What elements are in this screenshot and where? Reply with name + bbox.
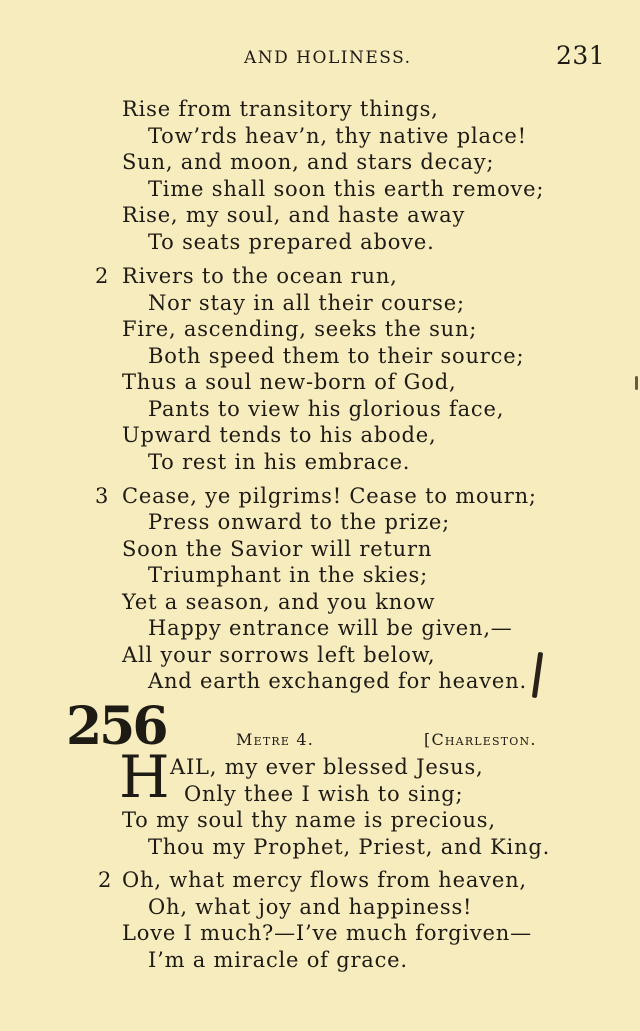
metre-label: Metre 4. [236, 730, 315, 749]
running-title: AND HOLINESS. [244, 48, 412, 68]
verse-line: Pants to view his glorious face, [148, 397, 505, 421]
verse-line: Rise, my soul, and haste away [122, 203, 466, 227]
verse-line: Thou my Prophet, Priest, and King. [148, 835, 551, 859]
verse-line: To seats prepared above. [148, 230, 435, 254]
verse-line: Sun, and moon, and stars decay; [122, 150, 495, 174]
verse-line: Yet a season, and you know [122, 590, 436, 614]
verse-line: Rivers to the ocean run, [122, 264, 398, 288]
verse-line: Fire, ascending, seeks the sun; [122, 317, 478, 341]
verse-line: Love I much?—I’ve much forgiven— [122, 921, 532, 945]
verse-line: Oh, what mercy flows from heaven, [122, 868, 527, 892]
verse-line: All your sorrows left below, [122, 643, 436, 667]
page-number: 231 [556, 41, 606, 70]
verse-line: AIL, my ever blessed Jesus, [170, 755, 484, 779]
verse-line: I’m a miracle of grace. [148, 948, 408, 972]
verse-line: Oh, what joy and happiness! [148, 895, 473, 919]
verse-line: To rest in his embrace. [148, 450, 411, 474]
stanza-number: 2 [98, 868, 112, 892]
verse-line: Tow’rds heav’n, thy native place! [148, 124, 527, 148]
verse-line: Thus a soul new-born of God, [122, 370, 457, 394]
hymn-number: 256 [66, 696, 166, 757]
stanza-number: 2 [95, 264, 109, 288]
verse-line: To my soul thy name is precious, [122, 808, 496, 832]
ink-mark [532, 652, 543, 698]
verse-line: Cease, ye pilgrims! Cease to mourn; [122, 484, 537, 508]
verse-line: Rise from transitory things, [122, 97, 439, 121]
stanza-number: 3 [95, 484, 109, 508]
verse-line: Nor stay in all their course; [148, 291, 465, 315]
verse-line: Press onward to the prize; [148, 510, 451, 534]
verse-line: Upward tends to his abode, [122, 423, 437, 447]
verse-line: Triumphant in the skies; [148, 563, 429, 587]
page-edge-mark [635, 376, 638, 390]
tune-name: [Charleston. [424, 730, 537, 749]
verse-line: And earth exchanged for heaven. [148, 669, 527, 693]
verse-line: Both speed them to their source; [148, 344, 525, 368]
verse-line: Happy entrance will be given,— [148, 616, 513, 640]
verse-line: Only thee I wish to sing; [184, 782, 464, 806]
verse-line: Time shall soon this earth remove; [148, 177, 545, 201]
verse-line: Soon the Savior will return [122, 537, 433, 561]
drop-cap: H [119, 743, 170, 811]
